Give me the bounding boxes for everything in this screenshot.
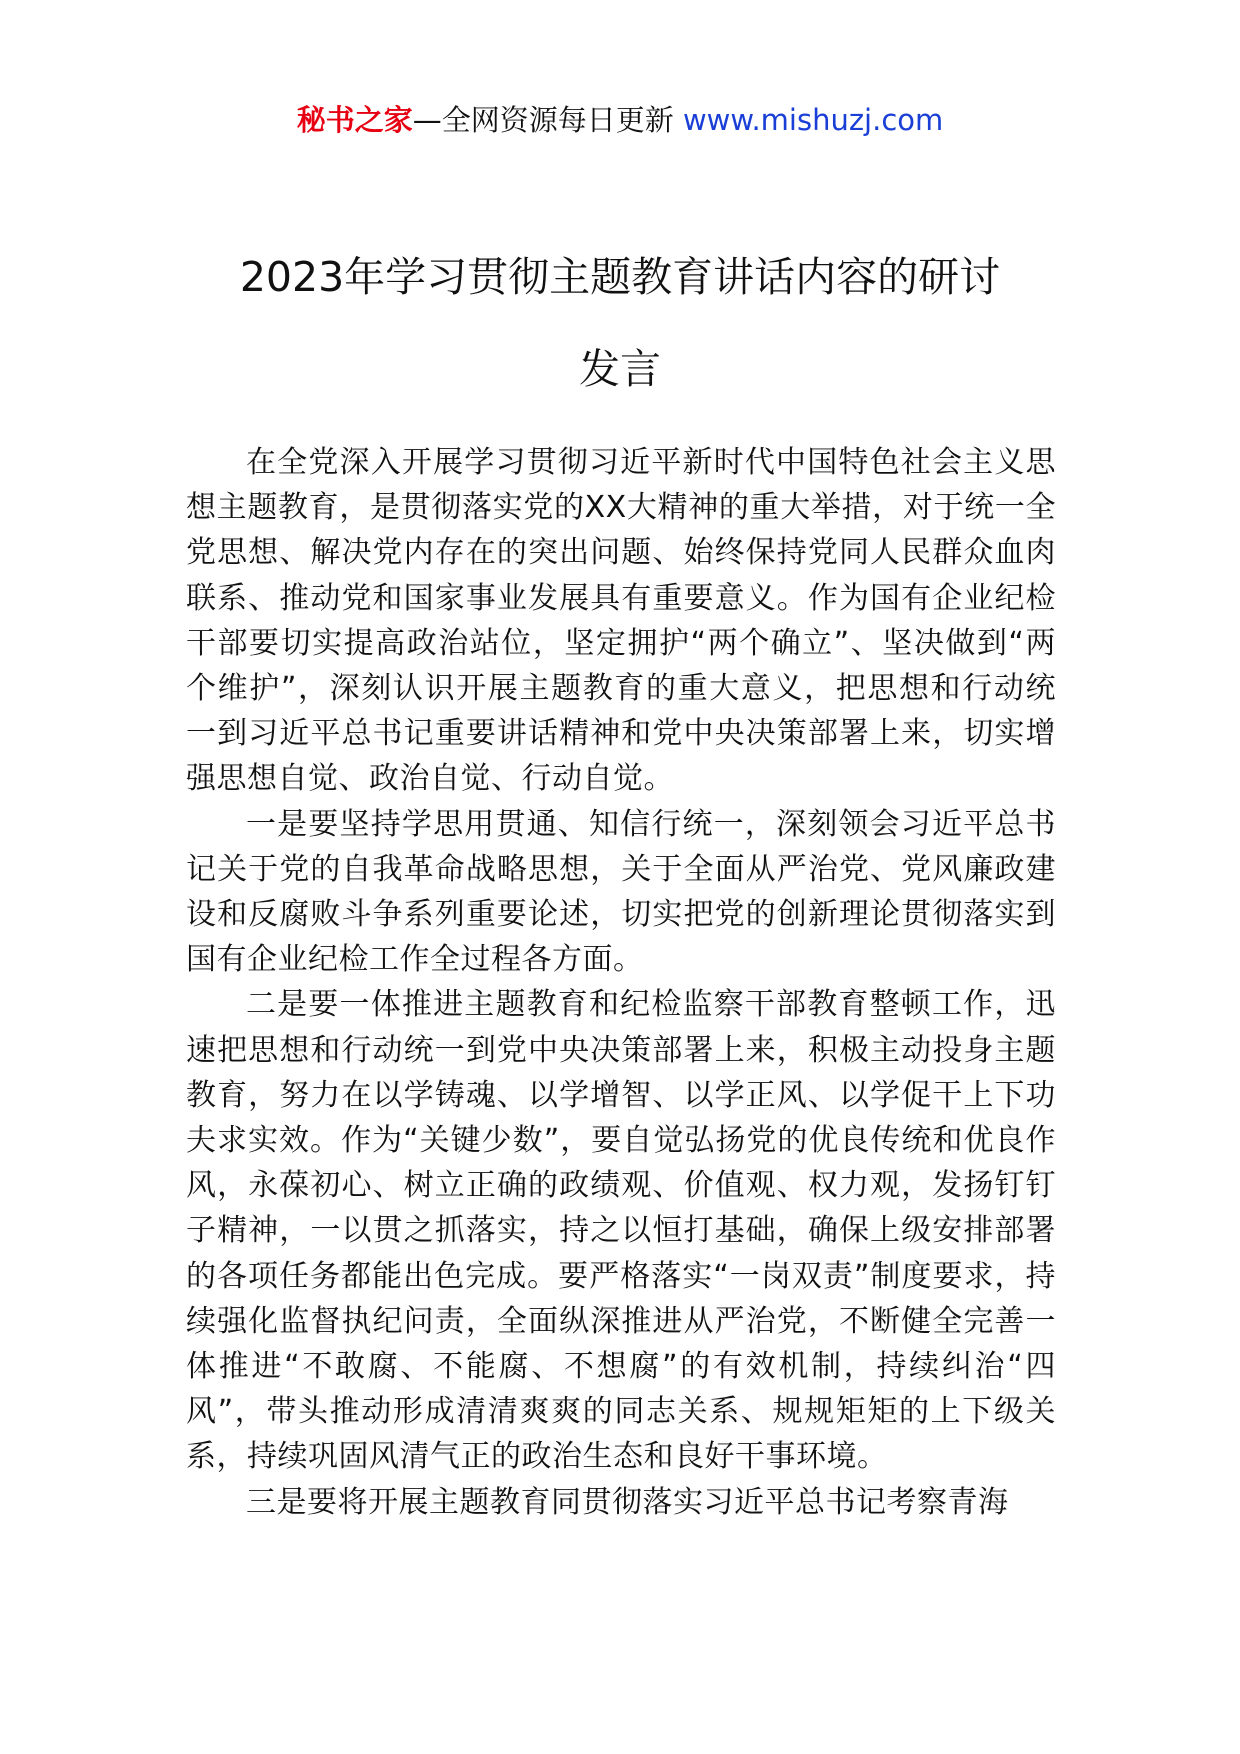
title-line-2: 发言: [579, 345, 661, 394]
site-header: [0, 100, 1240, 140]
paragraph-intro: 在全党深入开展学习贯彻习近平新时代中国特色社会主义思想主题教育，是贯彻落实党的XX大精神的重大举措，对于统一全党思想、解决党内存在的突出问题、始终保持党同人民群众血肉联系、推动党和国家事业发展具有重要意义。作为国有企业纪检干部要切实提高政治站位，坚定拥护“两个确立”、坚决做到“两个维护”，深刻认识开展主题教育的重大意义，把思想和行动统一到习近平总书记重要讲话精神和党中央决策部署上来，切实增强思想自觉、政治自觉、行动自觉。: [186, 445, 1056, 797]
document-body: [186, 440, 1056, 1525]
paragraph-point-1: 一是要坚持学思用贯通、知信行统一，深刻领会习近平总书记关于党的自我革命战略思想，关于全面从严治党、党风廉政建设和反腐败斗争系列重要论述，切实把党的创新理论贯彻落实到国有企业纪检工作全过程各方面。: [186, 806, 1056, 978]
paragraph-point-2: 二是要一体推进主题教育和纪检监察干部教育整顿工作，迅速把思想和行动统一到党中央决策部署上来，积极主动投身主题教育，努力在以学铸魂、以学增智、以学正风、以学促干上下功夫求实效。作为“关键少数”，要自觉弘扬党的优良传统和优良作风，永葆初心、树立正确的政绩观、价值观、权力观，发扬钉钉子精神，一以贯之抓落实，持之以恒打基础，确保上级安排部署的各项任务都能出色完成。要严格落实“一岗双责”制度要求，持续强化监督执纪问责，全面纵深推进从严治党，不断健全完善一体推进“不敢腐、不能腐、不想腐”的有效机制，持续纠治“四风”，带头推动形成清清爽爽的同志关系、规规矩矩的上下级关系，持续巩固风清气正的政治生态和良好干事环境。: [186, 987, 1056, 1475]
site-url-link[interactable]: www.mishuzj.com: [682, 103, 944, 137]
document-title: [150, 231, 1090, 415]
brand-name: 秘书之家: [296, 103, 413, 137]
paragraph-point-3: 三是要将开展主题教育同贯彻落实习近平总书记考察青海: [246, 1484, 1009, 1520]
title-line-1: 2023年学习贯彻主题教育讲话内容的研讨: [239, 253, 1001, 302]
header-tagline: —全网资源每日更新: [412, 103, 674, 137]
